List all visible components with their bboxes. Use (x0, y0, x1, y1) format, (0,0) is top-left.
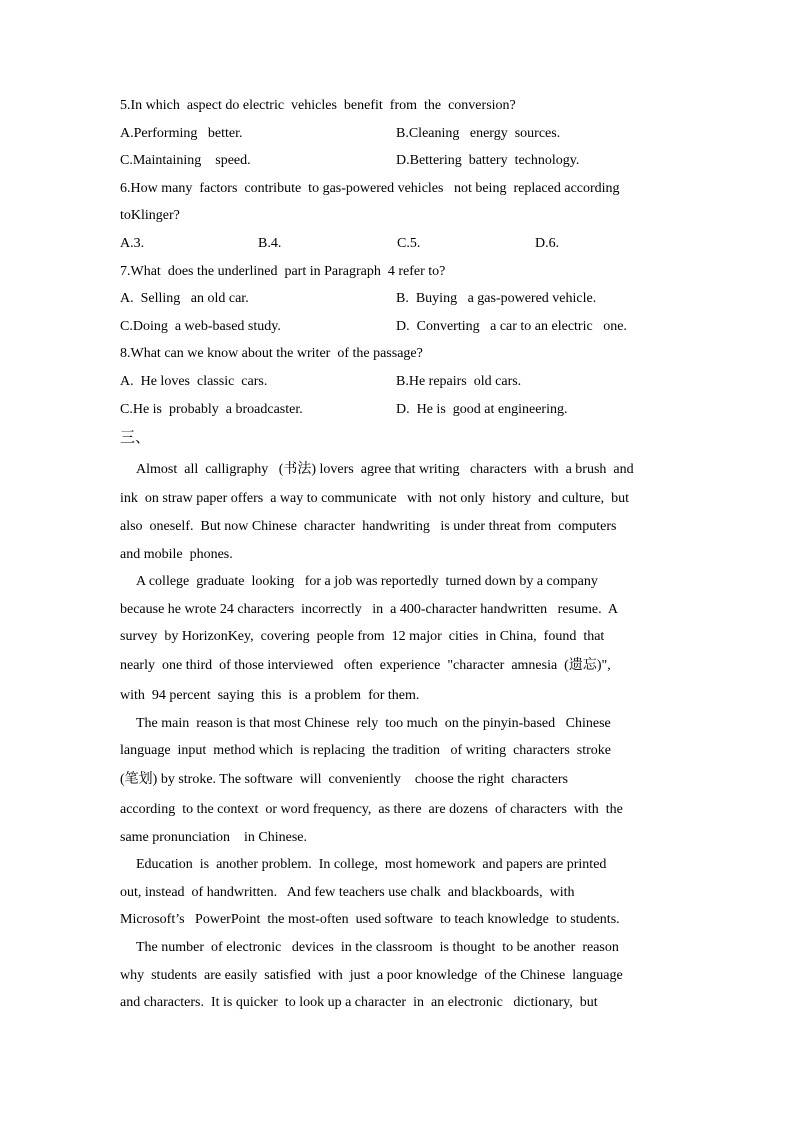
question-6-option-d: D.6. (535, 236, 560, 251)
question-8-option-b: B.He repairs old cars. (396, 374, 522, 389)
question-5-option-b: B.Cleaning energy sources. (396, 126, 561, 141)
passage-p1-line4: and mobile phones. (120, 547, 233, 562)
question-7-option-c: C.Doing a web-based study. (120, 319, 281, 334)
passage-p4-line3: Microsoft’s PowerPoint the most-often used software to teach knowledge to students. (120, 912, 620, 927)
passage-p4-line2: out, instead of handwritten. And few teachers use chalk and blackboards, with (120, 885, 575, 900)
passage-p2-line2: because he wrote 24 characters incorrectly in a 400-character handwritten resume. A (120, 602, 618, 617)
question-5-option-c: C.Maintaining speed. (120, 153, 251, 168)
question-7-option-a: A. Selling an old car. (120, 291, 249, 306)
question-7-option-d: D. Converting a car to an electric one. (396, 319, 627, 334)
question-6-option-c: C.5. (397, 236, 421, 251)
question-6-stem-line2: toKlinger? (120, 208, 180, 223)
passage-p3-line1: The main reason is that most Chinese rely too much on the pinyin-based Chinese (136, 716, 611, 731)
passage-p3-line3: (笔划) by stroke. The software will conveniently choose the right characters (120, 772, 568, 787)
passage-p2-line4: nearly one third of those interviewed often experience "character amnesia (遗忘)", (120, 658, 611, 673)
question-8-option-c: C.He is probably a broadcaster. (120, 402, 303, 417)
passage-p2-line1: A college graduate looking for a job was reportedly turned down by a company (136, 574, 598, 589)
question-6-option-a: A.3. (120, 236, 145, 251)
passage-p5-line3: and characters. It is quicker to look up a character in an electronic dictionary, but (120, 995, 598, 1010)
question-8-option-a: A. He loves classic cars. (120, 374, 268, 389)
question-5-option-a: A.Performing better. (120, 126, 243, 141)
passage-p1-line3: also oneself. But now Chinese character handwriting is under threat from computers (120, 519, 617, 534)
question-5-option-d: D.Bettering battery technology. (396, 153, 580, 168)
question-7-stem: 7.What does the underlined part in Paragraph 4 refer to? (120, 264, 446, 279)
question-8-stem: 8.What can we know about the writer of the passage? (120, 346, 423, 361)
passage-p3-line5: same pronunciation in Chinese. (120, 830, 308, 845)
passage-p2-line5: with 94 percent saying this is a problem for them. (120, 688, 420, 703)
passage-p5-line1: The number of electronic devices in the classroom is thought to be another reason (136, 940, 619, 955)
passage-p1-line2: ink on straw paper offers a way to communicate with not only history and culture, but (120, 491, 630, 506)
question-5-stem: 5.In which aspect do electric vehicles benefit from the conversion? (120, 98, 516, 113)
passage-p3-line4: according to the context or word frequency, as there are dozens of characters with the (120, 802, 623, 817)
section-marker: 三、 (120, 428, 151, 446)
question-6-option-b: B.4. (258, 236, 282, 251)
question-8-option-d: D. He is good at engineering. (396, 402, 568, 417)
question-7-option-b: B. Buying a gas-powered vehicle. (396, 291, 597, 306)
passage-p1-line1: Almost all calligraphy (书法) lovers agree that writing characters with a brush and (136, 462, 634, 477)
question-6-stem-line1: 6.How many factors contribute to gas-powered vehicles not being replaced according (120, 181, 620, 196)
passage-p5-line2: why students are easily satisfied with just a poor knowledge of the Chinese language (120, 968, 623, 983)
passage-p2-line3: survey by HorizonKey, covering people from 12 major cities in China, found that (120, 629, 605, 644)
passage-p4-line1: Education is another problem. In college, most homework and papers are printed (136, 857, 607, 872)
passage-p3-line2: language input method which is replacing the tradition of writing characters stroke (120, 743, 612, 758)
